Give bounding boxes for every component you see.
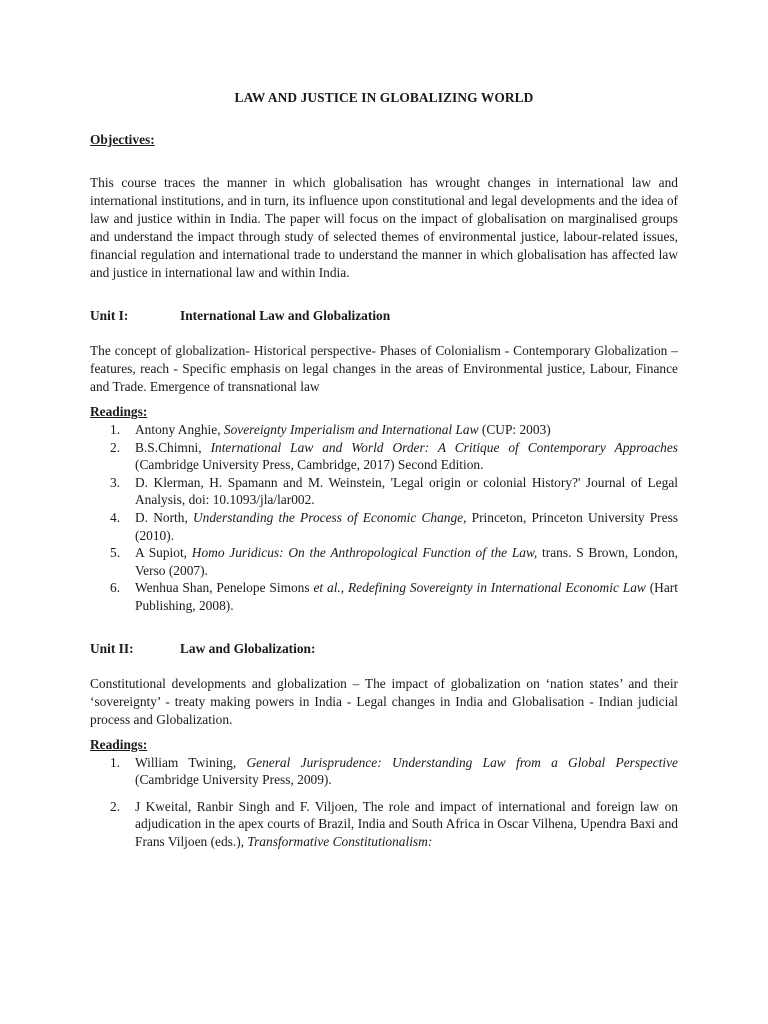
list-item: 6. Wenhua Shan, Penelope Simons et al., Redefining Sovereignty in International Economic Law (Hart Publishing, 2008).: [110, 580, 678, 613]
unit-1-heading: [90, 308, 678, 324]
objectives-paragraph: This course traces the manner in which globalisation has wrought changes in international law and international institutions, and in turn, its influence upon constitutional and legal developments and the idea of law and justice within in India. The paper will focus on the impact of globalisation on marginalised groups and understand the impact through study of selected themes of environmental justice, labour-related issues, financial regulation and international trade to understand the manner in which globalisation has affected law and justice in international law and within India.: [90, 175, 678, 280]
list-item: 3. D. Klerman, H. Spamann and M. Weinstein, 'Legal origin or colonial History?' Journal of Legal Analysis, doi: 10.1093/jla/lar002.: [110, 474, 678, 508]
unit-1-description: The concept of globalization- Historical perspective- Phases of Colonialism - Contemporary Globalization – features, reach - Specific emphasis on legal changes in the areas of Environmental justice, Labour, Finance and Trade. Emergence of transnational law: [90, 343, 678, 394]
list-item: 1. Antony Anghie, Sovereignty Imperialism and International Law (CUP: 2003): [110, 422, 551, 437]
unit-1-readings-heading: Readings:: [90, 404, 148, 419]
document-title: LAW AND JUSTICE IN GLOBALIZING WORLD: [234, 90, 534, 105]
unit-2-readings-heading: Readings:: [90, 736, 148, 752]
unit-2-title: Law and Globalization:: [180, 640, 316, 656]
unit-2-readings-list: [90, 754, 678, 851]
list-item: 2. B.S.Chimni, International Law and World Order: A Critique of Contemporary Approaches (Cambridge University Press, Cambridge, 2017) Second Edition.: [110, 439, 678, 473]
unit-1-label: Unit I:: [90, 308, 129, 323]
unit-2-heading: [90, 641, 678, 657]
list-item: 5. A Supiot, Homo Juridicus: On the Anthropological Function of the Law, trans. S Brown, London, Verso (2007).: [110, 545, 678, 578]
list-item: 2. J Kweital, Ranbir Singh and F. Viljoen, The role and impact of international and foreign law on adjudication in the apex courts of Brazil, India and South Africa in Oscar Vilhena, Upendra Baxi and Frans Viljoen (eds.), Transformative Constitutionalism:: [110, 798, 678, 849]
objectives-heading: Objectives:: [90, 132, 155, 147]
unit-2-label: Unit II:: [90, 640, 134, 656]
unit-2-description: Constitutional developments and globalization – The impact of globalization on ‘nation states’ and their ‘sovereignty’ - treaty making powers in India - Legal changes in India and Globalisation - Indian judicial process and Globalization.: [90, 675, 678, 727]
unit-1-readings-list: [90, 421, 678, 615]
unit-1-title: International Law and Globalization: [180, 308, 391, 323]
list-item: 4. D. North, Understanding the Process of Economic Change, Princeton, Princeton University Press (2010).: [110, 509, 678, 543]
list-item: 1. William Twining, General Jurisprudence: Understanding Law from a Global Perspective (Cambridge University Press, 2009).: [110, 754, 678, 788]
